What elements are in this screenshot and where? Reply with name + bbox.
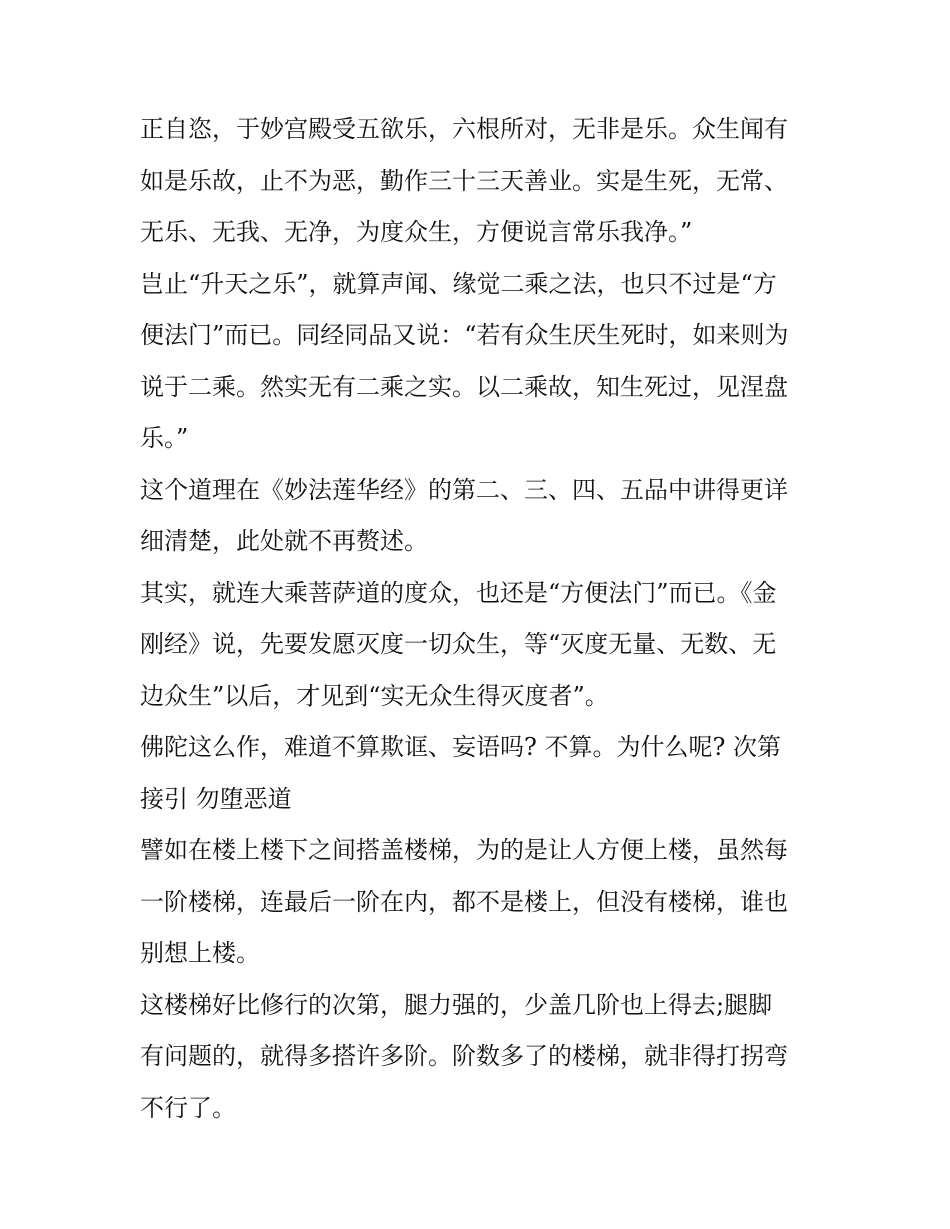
text-line: 别想上楼。: [140, 939, 260, 967]
text-line: 刚经》说，先要发愿灭度一切众生，等“灭度无量、无数、无: [140, 630, 777, 658]
text-line: 一阶楼梯，连最后一阶在内，都不是楼上，但没有楼梯，谁也: [140, 887, 788, 916]
text-line: 边众生”以后，才见到“实无众生得灭度者”。: [140, 681, 609, 710]
text-line: 乐。”: [140, 424, 189, 452]
text-line: 便法门”而已。同经同品又说：“若有众生厌生死时，如来则为: [140, 321, 789, 349]
text-line: 岂止“升天之乐”，就算声闻、缘觉二乘之法，也只不过是“方: [140, 269, 777, 298]
text-line: 不行了。: [140, 1093, 236, 1122]
text-line: 无乐、无我、无净，为度众生，方便说言常乐我净。”: [140, 218, 693, 246]
text-line: 其实，就连大乘菩萨道的度众，也还是“方便法门”而已。《金: [140, 578, 777, 607]
body-text: [140, 104, 820, 1134]
text-line: 说于二乘。然实无有二乘之实。以二乘故，知生死过，见涅盘: [140, 372, 788, 401]
text-line: 佛陀这么作，难道不算欺诓、妄语吗? 不算。为什么呢? 次第: [140, 733, 781, 761]
text-line: 细清楚，此处就不再赘述。: [140, 527, 428, 555]
text-line: 譬如在楼上楼下之间搭盖楼梯，为的是让人方便上楼，虽然每: [140, 836, 788, 864]
text-line: 这个道理在《妙法莲华经》的第二、三、四、五品中讲得更详: [140, 475, 788, 504]
text-line: 这楼梯好比修行的次第，腿力强的，少盖几阶也上得去;腿脚: [140, 990, 773, 1019]
section-heading: 接引 勿堕恶道: [140, 784, 292, 813]
text-line: 有问题的，就得多搭许多阶。阶数多了的楼梯，就非得打拐弯: [140, 1042, 788, 1070]
text-line: 正自恣，于妙宫殿受五欲乐，六根所对，无非是乐。众生闻有: [140, 115, 788, 143]
text-line: 如是乐故，止不为恶，勤作三十三天善业。实是生死，无常、: [140, 166, 788, 195]
